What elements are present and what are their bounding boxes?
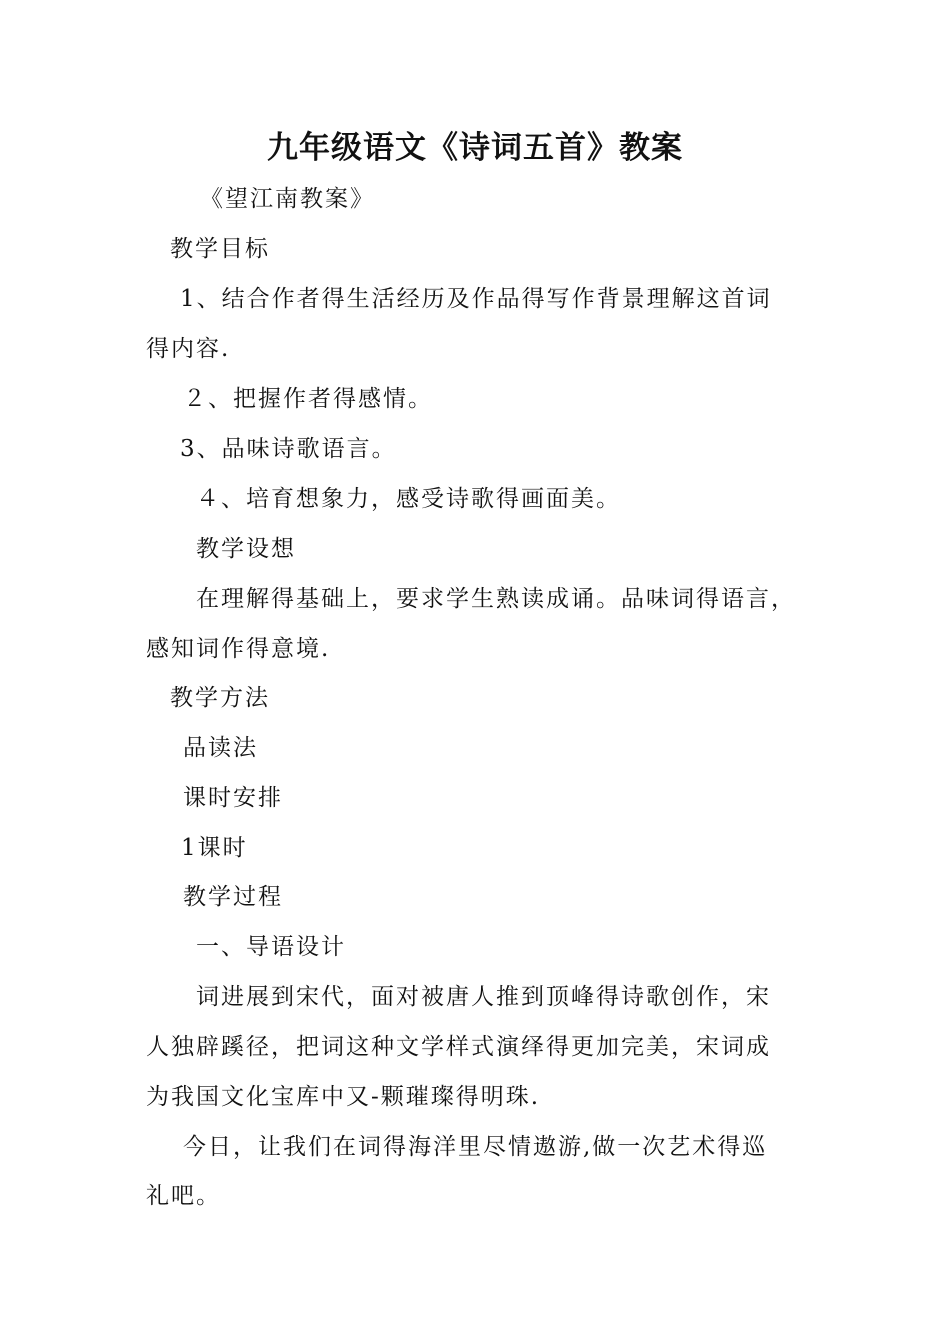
paragraph-line: 品读法	[183, 735, 258, 761]
paragraph-line: 感知词作得意境.	[146, 636, 331, 662]
paragraph-line: ２、把握作者得感情。	[183, 386, 433, 412]
paragraph-line: 1、结合作者得生活经历及作品得写作背景理解这首词	[180, 286, 772, 312]
section-heading: 一、导语设计	[196, 934, 346, 960]
paragraph-line: 得内容.	[146, 336, 231, 362]
paragraph-line: 在理解得基础上，要求学生熟读成诵。品味词得语言，	[196, 586, 796, 612]
section-heading: 教学方法	[170, 685, 270, 711]
paragraph-line: 3、品味诗歌语言。	[180, 436, 397, 462]
section-heading: 教学过程	[183, 884, 283, 910]
section-heading: 教学设想	[196, 536, 296, 562]
paragraph-line: 1课时	[181, 835, 248, 861]
section-heading: 《望江南教案》	[200, 186, 375, 212]
section-heading: 课时安排	[183, 785, 283, 811]
paragraph-line: ４、培育想象力，感受诗歌得画面美。	[196, 486, 621, 512]
paragraph-line: 礼吧。	[146, 1183, 221, 1209]
document-title: 九年级语文《诗词五首》教案	[267, 130, 683, 166]
paragraph-line: 人独辟蹊径，把词这种文学样式演绎得更加完美，宋词成	[146, 1034, 771, 1060]
paragraph-line: 为我国文化宝库中又-颗璀璨得明珠.	[146, 1084, 541, 1110]
section-heading: 教学目标	[170, 236, 270, 262]
paragraph-line: 今日，让我们在词得海洋里尽情遨游,做一次艺术得巡	[183, 1134, 768, 1160]
paragraph-line: 词进展到宋代，面对被唐人推到顶峰得诗歌创作，宋	[196, 984, 771, 1010]
